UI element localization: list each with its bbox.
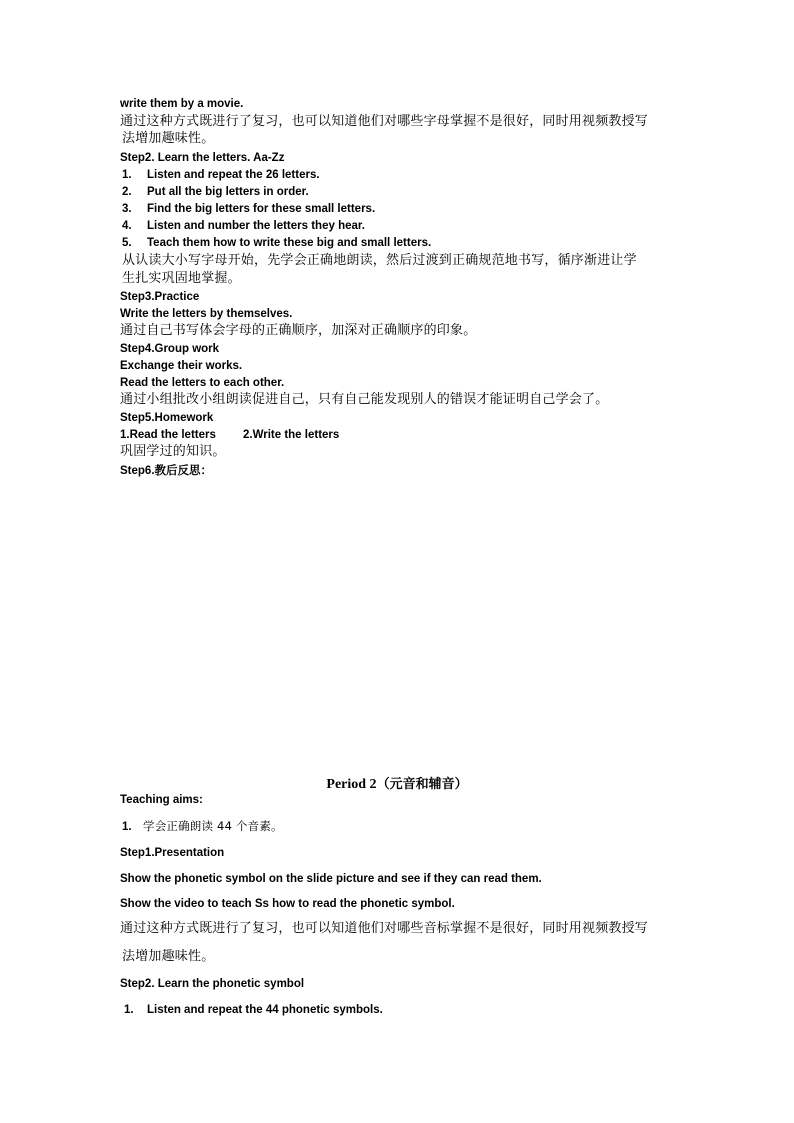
intro-note-line2: 法增加趣味性。: [122, 131, 215, 146]
list-item: Listen and number the letters they hear.: [147, 220, 365, 232]
list-item: Listen and repeat the 26 letters.: [147, 169, 320, 181]
p2-step2-heading: Step2. Learn the phonetic symbol: [120, 978, 305, 990]
list-item: Teach them how to write these big and small letters.: [147, 237, 432, 249]
period-title-zh: （元音和辅音）: [376, 777, 468, 792]
step6-heading: Step6.教后反思：: [120, 465, 213, 477]
period-title: [0, 773, 794, 793]
intro-text: write them by a movie.: [120, 98, 244, 110]
step5-item-read: 1.Read the letters: [120, 429, 216, 441]
aim-number: 1.: [122, 821, 132, 833]
p2-step1-heading: Step1.Presentation: [120, 847, 225, 859]
step2-heading: Step2. Learn the letters. Aa-Zz: [120, 152, 285, 164]
list-item: Find the big letters for these small letters.: [147, 203, 376, 215]
intro-note-line1: 通过这种方式既进行了复习，也可以知道他们对哪些字母掌握不是很好，同时用视频教授写: [120, 114, 649, 129]
p2-step1-note-line2: 法增加趣味性。: [122, 949, 215, 964]
step4-heading: Step4.Group work: [120, 343, 220, 355]
period-title-en: Period 2: [326, 777, 377, 792]
list-item-number: 1.: [122, 169, 132, 181]
step5-item-write: 2.Write the letters: [243, 429, 340, 441]
aim-item: 学会正确朗读 44 个音素。: [143, 819, 283, 833]
step2-note-line1: 从认读大小写字母开始，先学会正确地朗读，然后过渡到正确规范地书写，循序渐进让学: [122, 253, 637, 268]
list-item-number: 3.: [122, 203, 132, 215]
step4-note: 通过小组批改小组朗读促进自己，只有自己能发现别人的错误才能证明自己学会了。: [120, 392, 609, 407]
p2-step1-text-line2: Show the video to teach Ss how to read the phonetic symbol.: [120, 898, 455, 910]
list-item: Put all the big letters in order.: [147, 186, 309, 198]
step5-heading: Step5.Homework: [120, 412, 214, 424]
step3-text: Write the letters by themselves.: [120, 308, 293, 320]
teaching-aims-label: Teaching aims:: [120, 794, 203, 806]
list-item-number: 5.: [122, 237, 132, 249]
p2-step1-note-line1: 通过这种方式既进行了复习，也可以知道他们对哪些音标掌握不是很好，同时用视频教授写: [120, 921, 649, 936]
step4-text-line1: Exchange their works.: [120, 360, 243, 372]
step2-note-line2: 生扎实巩固地掌握。: [122, 271, 241, 286]
step3-note: 通过自己书写体会字母的正确顺序，加深对正确顺序的印象。: [120, 323, 477, 338]
step3-heading: Step3.Practice: [120, 291, 200, 303]
list-item-number: 1.: [124, 1004, 134, 1016]
p2-step1-text-line1: Show the phonetic symbol on the slide picture and see if they can read them.: [120, 873, 542, 885]
step5-note: 巩固学过的知识。: [120, 444, 226, 459]
step4-text-line2: Read the letters to each other.: [120, 377, 285, 389]
list-item-number: 4.: [122, 220, 132, 232]
list-item-number: 2.: [122, 186, 132, 198]
list-item: Listen and repeat the 44 phonetic symbols.: [147, 1004, 383, 1016]
